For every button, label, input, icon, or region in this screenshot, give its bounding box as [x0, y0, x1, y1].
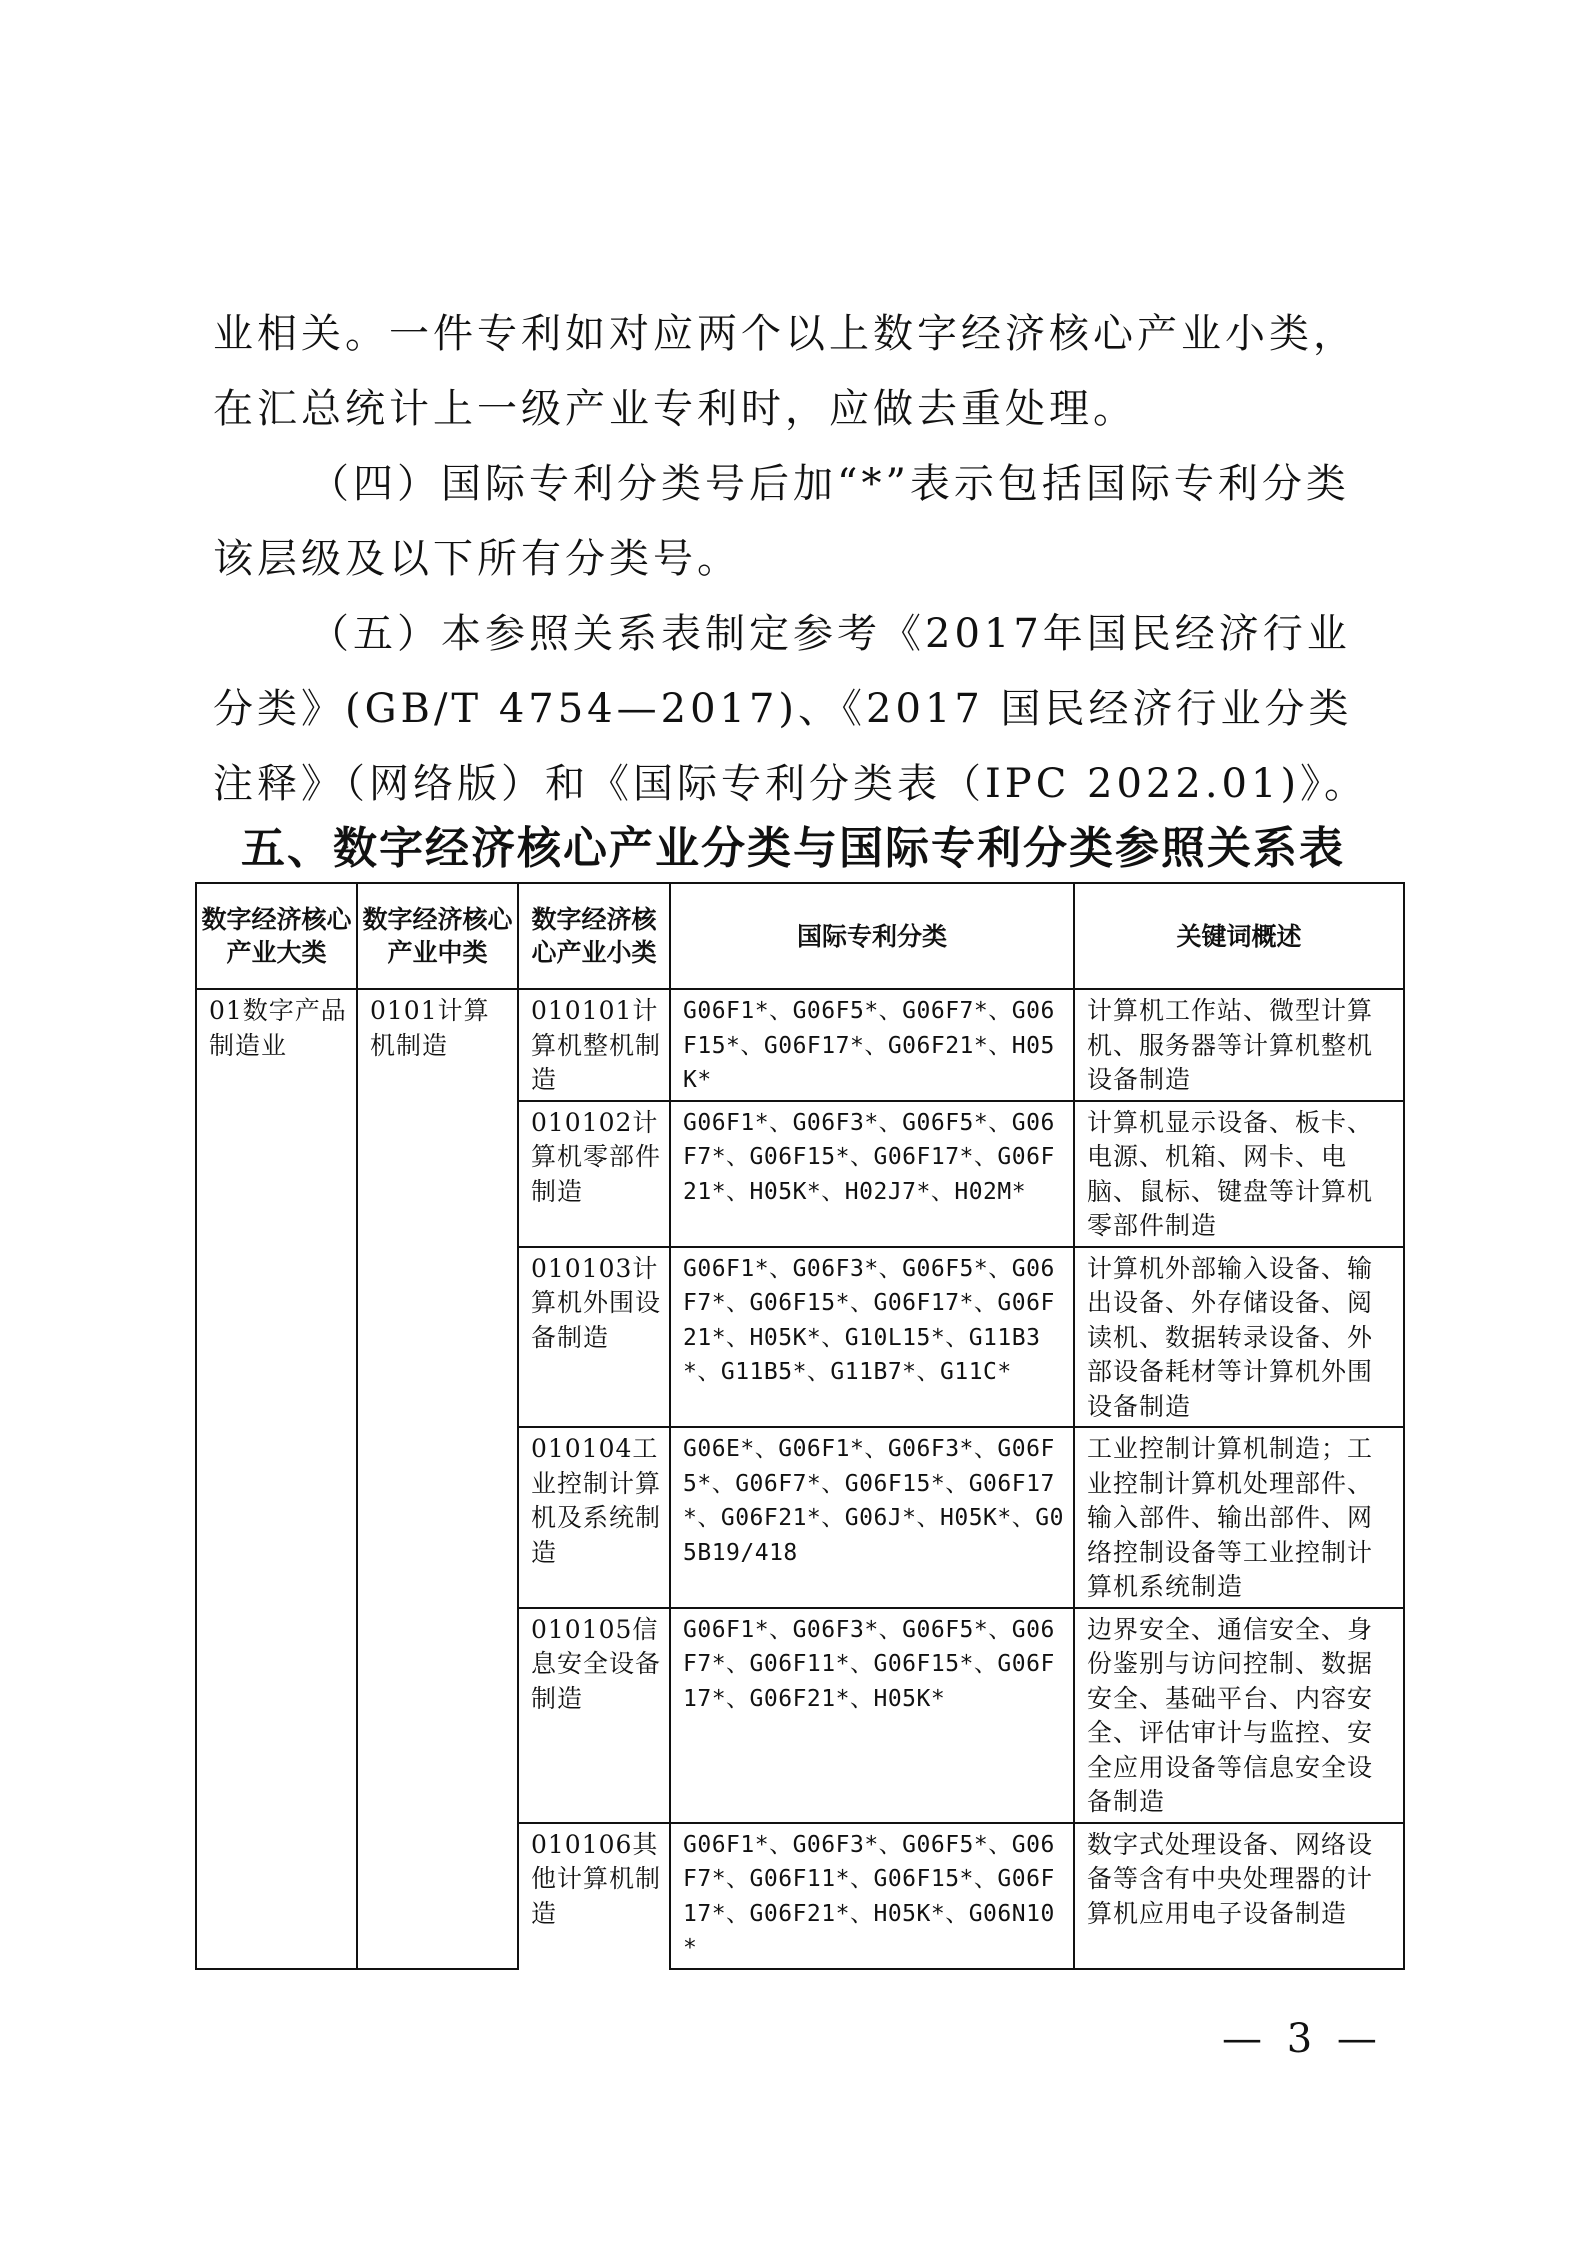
minor-category-cell: 010104工业控制计算机及系统制造	[518, 1427, 670, 1608]
body-paragraph-1: 业相关。一件专利如对应两个以上数字经济核心产业小类，在汇总统计上一级产业专利时，应做去重处理。	[213, 311, 1357, 432]
major-category-cell: 01数字产品制造业	[196, 989, 357, 1969]
header-ipc: 国际专利分类	[670, 883, 1074, 989]
minor-category-cell: 010102计算机零部件制造	[518, 1101, 670, 1247]
body-paragraph-item-5: （五）本参照关系表制定参考《2017年国民经济行业分类》(GB/T 4754—2017)、《2017 国民经济行业分类注释》（网络版）和《国际专利分类表（IPC 2022.01)》。	[213, 611, 1369, 807]
table-title: 五、数字经济核心产业分类与国际专利分类参照关系表	[241, 823, 1345, 874]
keywords-cell: 计算机显示设备、板卡、电源、机箱、网卡、电脑、鼠标、键盘等计算机零部件制造	[1074, 1101, 1404, 1247]
ipc-cell: G06F1*、G06F5*、G06F7*、G06F15*、G06F17*、G06F21*、H05K*	[670, 989, 1074, 1101]
header-keywords: 关键词概述	[1074, 883, 1404, 989]
header-minor-category: 数字经济核心产业小类	[518, 883, 670, 989]
keywords-cell: 计算机工作站、微型计算机、服务器等计算机整机设备制造	[1074, 989, 1404, 1101]
keywords-cell: 边界安全、通信安全、身份鉴别与访问控制、数据安全、基础平台、内容安全、评估审计与监控、安全应用设备等信息安全设备制造	[1074, 1608, 1404, 1823]
page-number: — 3 —	[1222, 2016, 1383, 2062]
table-header-row	[196, 883, 1404, 989]
header-major-category: 数字经济核心产业大类	[196, 883, 357, 989]
ipc-cell: G06E*、G06F1*、G06F3*、G06F5*、G06F7*、G06F15*、G06F17*、G06F21*、G06J*、H05K*、G05B19/418	[670, 1427, 1074, 1608]
body-paragraph-item-4: （四）国际专利分类号后加“*”表示包括国际专利分类该层级及以下所有分类号。	[213, 461, 1350, 582]
keywords-cell: 计算机外部输入设备、输出设备、外存储设备、阅读机、数据转录设备、外部设备耗材等计算机外围设备制造	[1074, 1247, 1404, 1428]
minor-category-cell: 010101计算机整机制造	[518, 989, 670, 1101]
minor-category-cell: 010106其他计算机制造	[518, 1823, 670, 1969]
ipc-cell: G06F1*、G06F3*、G06F5*、G06F7*、G06F15*、G06F17*、G06F21*、H05K*、G10L15*、G11B3*、G11B5*、G11B7*、G11C*	[670, 1247, 1074, 1428]
table-row	[196, 989, 1404, 1101]
header-middle-category: 数字经济核心产业中类	[357, 883, 518, 989]
ipc-cell: G06F1*、G06F3*、G06F5*、G06F7*、G06F11*、G06F15*、G06F17*、G06F21*、H05K*	[670, 1608, 1074, 1823]
keywords-cell: 数字式处理设备、网络设备等含有中央处理器的计算机应用电子设备制造	[1074, 1823, 1404, 1969]
keywords-cell: 工业控制计算机制造；工业控制计算机处理部件、输入部件、输出部件、网络控制设备等工业控制计算机系统制造	[1074, 1427, 1404, 1608]
ipc-cell: G06F1*、G06F3*、G06F5*、G06F7*、G06F11*、G06F15*、G06F17*、G06F21*、H05K*、G06N10*	[670, 1823, 1074, 1969]
ipc-cell: G06F1*、G06F3*、G06F5*、G06F7*、G06F15*、G06F17*、G06F21*、H05K*、H02J7*、H02M*	[670, 1101, 1074, 1247]
minor-category-cell: 010105信息安全设备制造	[518, 1608, 670, 1823]
middle-category-cell: 0101计算机制造	[357, 989, 518, 1969]
reference-table	[195, 882, 1405, 1970]
minor-category-cell: 010103计算机外围设备制造	[518, 1247, 670, 1428]
